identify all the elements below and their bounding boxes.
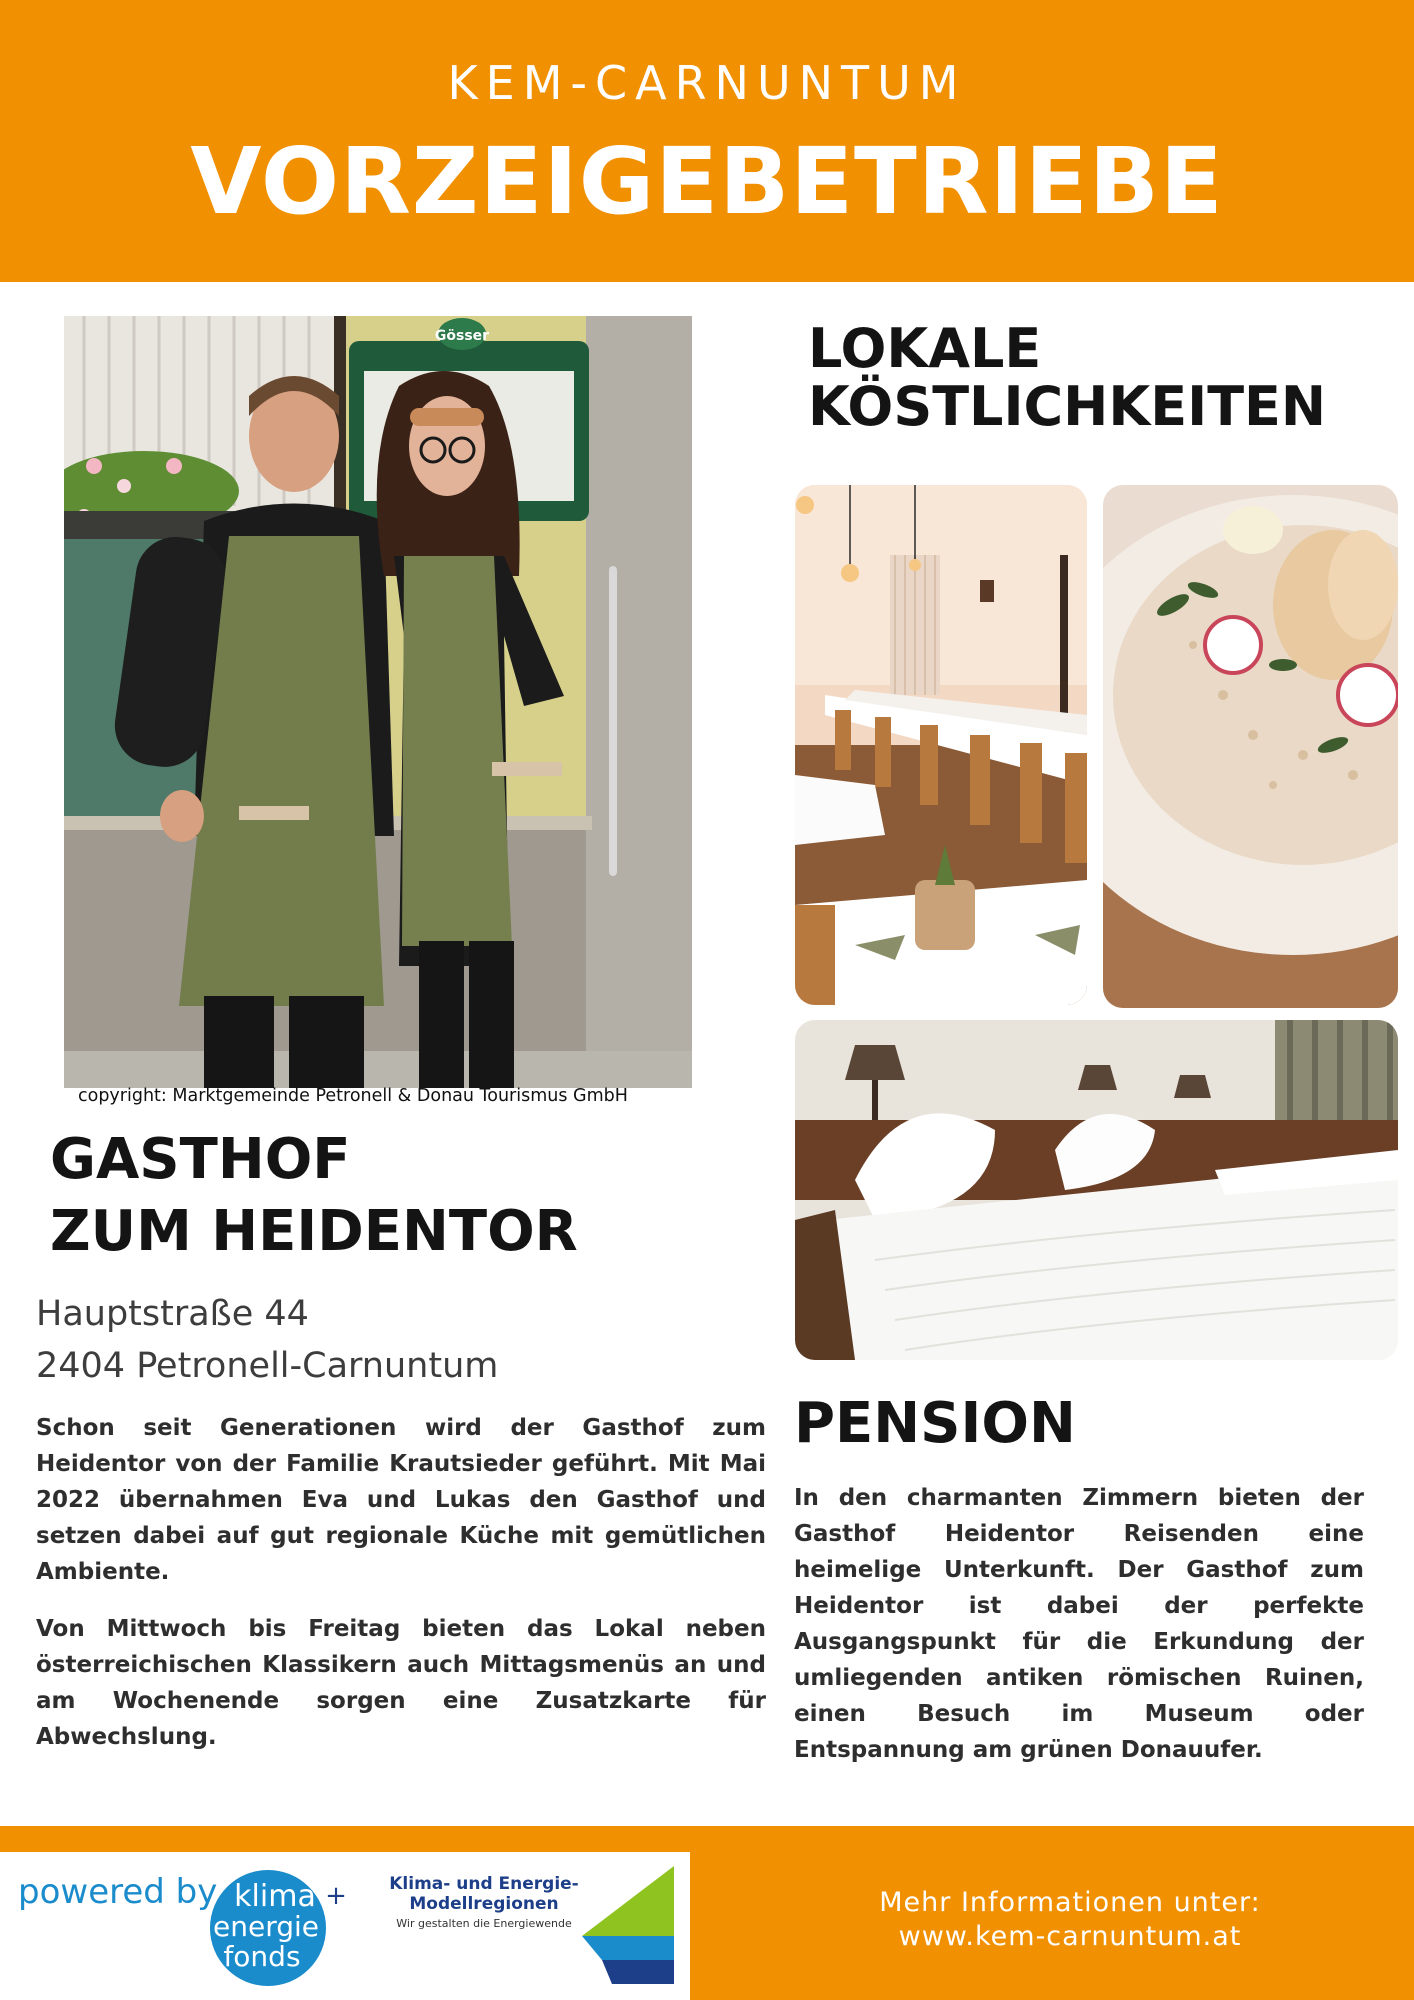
bedroom-photo bbox=[795, 1020, 1398, 1360]
address-street: Hauptstraße 44 bbox=[36, 1294, 309, 1334]
klima-logo-line1: klima bbox=[234, 1879, 316, 1914]
business-name-line2: ZUM HEIDENTOR bbox=[50, 1199, 578, 1264]
lokale-heading-line2: KÖSTLICHKEITEN bbox=[808, 375, 1327, 438]
page-title: VORZEIGEBETRIEBE bbox=[190, 128, 1224, 235]
owners-photo bbox=[64, 316, 692, 1088]
kem-logo-text bbox=[384, 1874, 584, 1932]
more-info-label: Mehr Informationen unter: bbox=[879, 1887, 1261, 1918]
klima-energie-fonds-logo bbox=[200, 1860, 350, 1990]
klima-logo-line2: energie bbox=[213, 1910, 319, 1943]
pension-paragraph: In den charmanten Zimmern bieten der Gasthof Heidentor Reisenden eine heimelige Unterkunft. Der Gasthof zum Heidentor ist dabei der perfekte Ausgangspunkt für die Erkundung der umliegenden antiken römischen Ruinen, einen Besuch im Museum oder Entspannung am grünen Donauufer. bbox=[794, 1485, 1364, 1763]
header-kicker: KEM-CARNUNTUM bbox=[447, 56, 967, 110]
address-block bbox=[36, 1288, 736, 1392]
intro-paragraph-1: Schon seit Generationen wird der Gasthof zum Heidentor von der Familie Krautsieder geführt. Mit Mai 2022 übernahmen Eva und Lukas den Gasthof und setzen dabei auf gut regionale Küche mit gemütlichen Ambiente. bbox=[36, 1415, 766, 1585]
business-name bbox=[50, 1124, 750, 1268]
kem-logo-line1: Klima- und Energie- bbox=[389, 1874, 579, 1894]
kem-logo-tagline: Wir gestalten die Energiewende bbox=[396, 1917, 572, 1930]
address-city: 2404 Petronell-Carnuntum bbox=[36, 1346, 499, 1386]
powered-by-text: powered by bbox=[18, 1872, 218, 1912]
more-info-block bbox=[840, 1886, 1300, 1954]
business-name-line1: GASTHOF bbox=[50, 1127, 351, 1192]
lokale-heading-line1: LOKALE bbox=[808, 317, 1042, 380]
sign-text: Gösser bbox=[434, 328, 490, 344]
website-link[interactable]: www.kem-carnuntum.at bbox=[898, 1921, 1242, 1952]
photo-credit: copyright: Marktgemeinde Petronell & Donau Tourismus GmbH bbox=[78, 1086, 628, 1106]
dining-room-photo bbox=[795, 485, 1087, 1005]
page-header bbox=[0, 0, 1414, 282]
lokale-heading bbox=[808, 317, 1408, 438]
klima-logo-line3: fonds bbox=[223, 1940, 301, 1973]
dish-photo bbox=[1103, 485, 1398, 1008]
intro-paragraph-2: Von Mittwoch bis Freitag bieten das Lokal neben österreichischen Klassikern auch Mittagsmenüs an und am Wochenende sorgen eine Zusatzkarte für Abwechslung. bbox=[36, 1616, 766, 1750]
kem-logo-mark bbox=[582, 1866, 674, 1984]
kem-logo-line2: Modellregionen bbox=[409, 1894, 559, 1914]
klima-logo-plus: + bbox=[325, 1881, 347, 1911]
pension-heading: PENSION bbox=[794, 1391, 1076, 1456]
